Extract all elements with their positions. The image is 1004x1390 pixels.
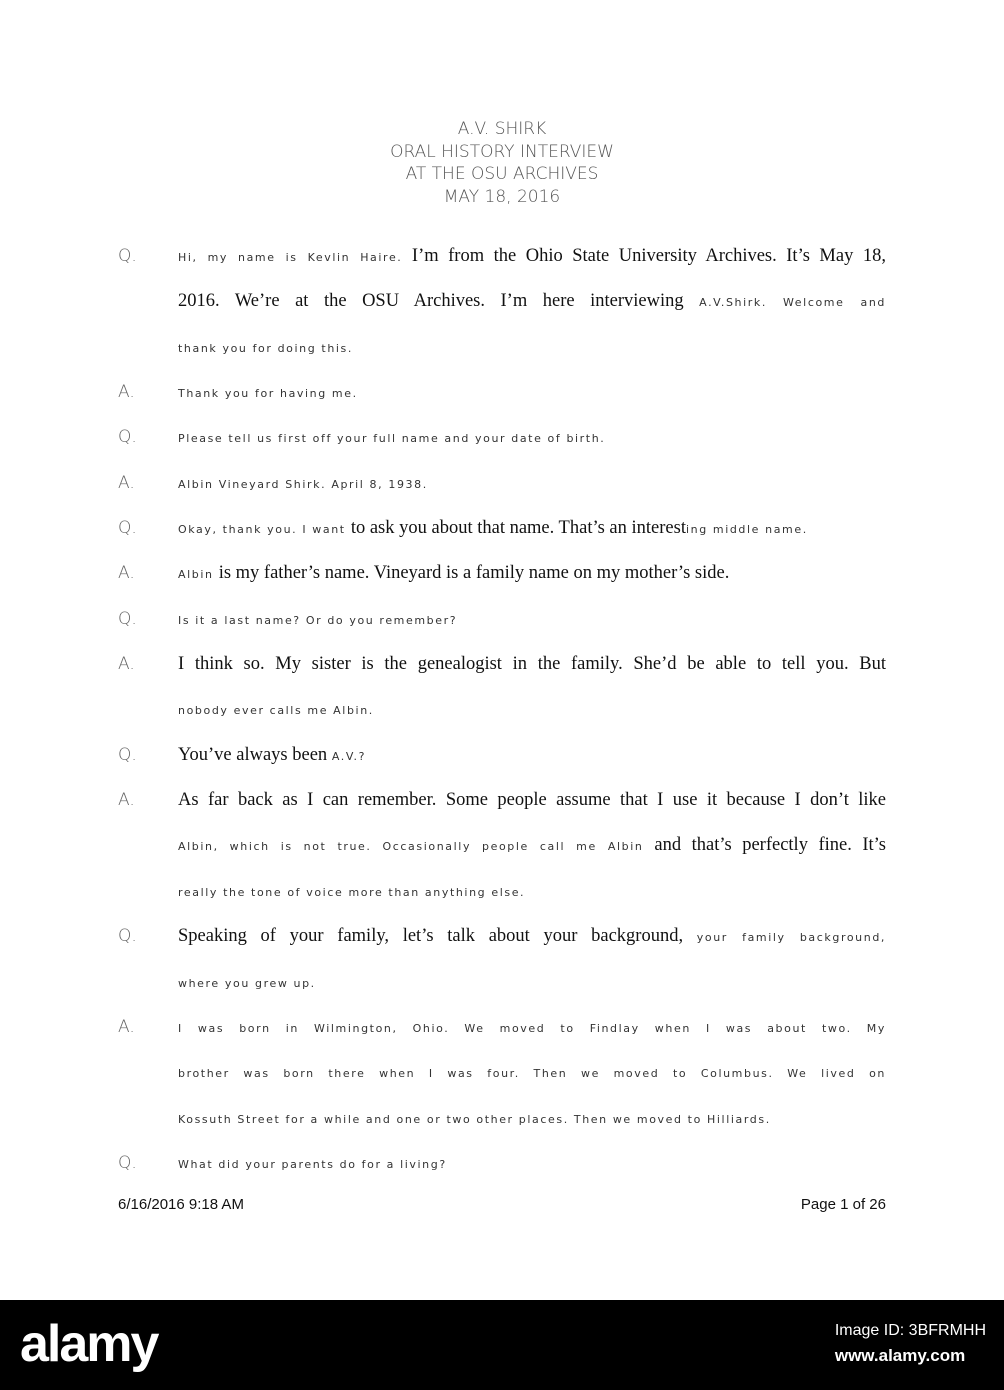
speaker-label: Q.	[118, 518, 137, 539]
line-text	[178, 733, 886, 779]
transcript-line	[118, 1050, 886, 1095]
line-text	[178, 687, 886, 733]
speaker-label: A.	[118, 654, 135, 675]
speaker-label: A.	[118, 382, 135, 403]
transcript-line	[118, 1005, 886, 1050]
transcript-line	[118, 914, 886, 959]
line-text	[178, 279, 886, 325]
title-line: AT THE OSU ARCHIVES	[405, 164, 599, 184]
text-segment: is my father’s name. Vineyard is a family name on my mother’s side.	[218, 563, 730, 584]
speaker-label: Q.	[118, 926, 137, 947]
title-line: MAY 18, 2016	[443, 186, 561, 207]
text-segment: your family background,	[696, 931, 886, 945]
transcript-body	[118, 234, 886, 1186]
transcript-line	[118, 823, 886, 868]
line-text	[178, 778, 886, 823]
text-segment: and that’s perfectly fine. It’s	[654, 835, 886, 856]
text-segment: Okay, thank you. I want	[178, 523, 351, 537]
title-line: ORAL HISTORY INTERVIEW	[390, 141, 614, 162]
text-segment: As far back as I can remember. Some people assume that I use it because I don’t like	[178, 790, 886, 811]
text-segment: Hi, my name is Kevlin Haire.	[178, 251, 403, 264]
watermark-url: www.alamy.com	[834, 1346, 966, 1365]
transcript-line	[118, 687, 886, 732]
line-text	[178, 1141, 886, 1187]
line-text	[178, 234, 886, 280]
speaker-label: A.	[118, 790, 135, 811]
transcript-line	[118, 597, 886, 642]
speaker-label: Q.	[118, 427, 137, 448]
transcript-line	[118, 234, 886, 279]
line-text	[178, 642, 886, 687]
speaker-label: Q.	[118, 246, 137, 266]
line-text	[178, 823, 886, 869]
transcript-line	[118, 506, 886, 551]
watermark-info	[835, 1322, 986, 1366]
line-text	[178, 325, 886, 371]
text-segment: A.V.?	[331, 749, 367, 763]
text-segment: What did your parents do for a living?	[178, 1157, 447, 1171]
text-segment: to ask you about that name. That’s an interest	[350, 518, 686, 539]
transcript-line	[118, 960, 886, 1005]
text-segment: Kossuth Street for a while and one or two other places. Then we moved to Hilliards.	[178, 1112, 771, 1126]
text-segment: I’m from the Ohio State University Archives. It’s May 18,	[402, 246, 886, 266]
text-segment: really the tone of voice more than anything else.	[178, 885, 526, 899]
line-text	[178, 415, 886, 461]
speaker-label: Q.	[118, 1152, 137, 1173]
transcript-line	[118, 551, 886, 596]
transcript-line	[118, 869, 886, 914]
line-text	[178, 461, 886, 507]
text-segment: A.V.Shirk. Welcome and	[699, 296, 886, 310]
text-segment: I think so. My sister is the genealogist in the family. She’d be able to tell you. But	[178, 654, 886, 675]
transcript-line	[118, 733, 886, 778]
document-title	[0, 118, 1004, 208]
line-text	[178, 1096, 886, 1142]
text-segment: thank you for doing this.	[178, 341, 353, 355]
speaker-label: A.	[118, 472, 135, 493]
line-text	[178, 551, 886, 597]
transcript-line	[118, 325, 886, 370]
line-text	[178, 1005, 886, 1051]
title-line: A.V. SHIRK	[457, 119, 547, 139]
line-text	[178, 597, 886, 643]
line-text	[178, 506, 886, 552]
text-segment: nobody ever calls me Albin.	[178, 704, 374, 718]
transcript-line	[118, 370, 886, 415]
speaker-label: A.	[118, 1016, 135, 1037]
text-segment: Thank you for having me.	[178, 387, 358, 401]
line-text	[178, 1050, 886, 1096]
transcript-line	[118, 778, 886, 823]
footer-timestamp: 6/16/2016 9:18 AM	[118, 1196, 244, 1213]
watermark-bar	[0, 1300, 1004, 1390]
speaker-label: A.	[118, 563, 135, 584]
text-segment: Is it a last name? Or do you remember?	[178, 613, 458, 627]
text-segment: I was born in Wilmington, Ohio. We moved to Findlay when I was about two. My	[178, 1021, 886, 1035]
line-text	[178, 370, 886, 416]
transcript-line	[118, 1096, 886, 1141]
line-text	[178, 960, 886, 1006]
transcript-line	[118, 279, 886, 324]
speaker-label: Q.	[118, 608, 137, 629]
transcript-line	[118, 461, 886, 506]
text-segment: ing middle name.	[685, 523, 808, 537]
transcript-line	[118, 1141, 886, 1186]
text-segment: You’ve always been	[178, 744, 332, 765]
alamy-logo: alamy	[20, 1315, 158, 1373]
text-segment: brother was born there when I was four. Then we moved to Columbus. We lived on	[178, 1067, 886, 1081]
text-segment: Albin Vineyard Shirk. April 8, 1938.	[178, 477, 428, 491]
text-segment: Please tell us first off your full name and your date of birth.	[178, 432, 606, 446]
line-text	[178, 914, 886, 960]
text-segment: Speaking of your family, let’s talk about your background,	[178, 926, 697, 947]
text-segment: Albin	[178, 568, 219, 582]
line-text	[178, 869, 886, 915]
text-segment: where you grew up.	[178, 976, 316, 990]
transcript-line	[118, 642, 886, 687]
text-segment: Albin, which is not true. Occasionally people call me Albin	[178, 840, 655, 854]
image-id: Image ID: 3BFRMHH	[834, 1322, 986, 1339]
transcript-line	[118, 415, 886, 460]
text-segment: 2016. We’re at the OSU Archives. I’m here interviewing	[178, 291, 700, 312]
speaker-label: Q.	[118, 744, 137, 765]
footer-page-number: Page 1 of 26	[800, 1196, 886, 1213]
